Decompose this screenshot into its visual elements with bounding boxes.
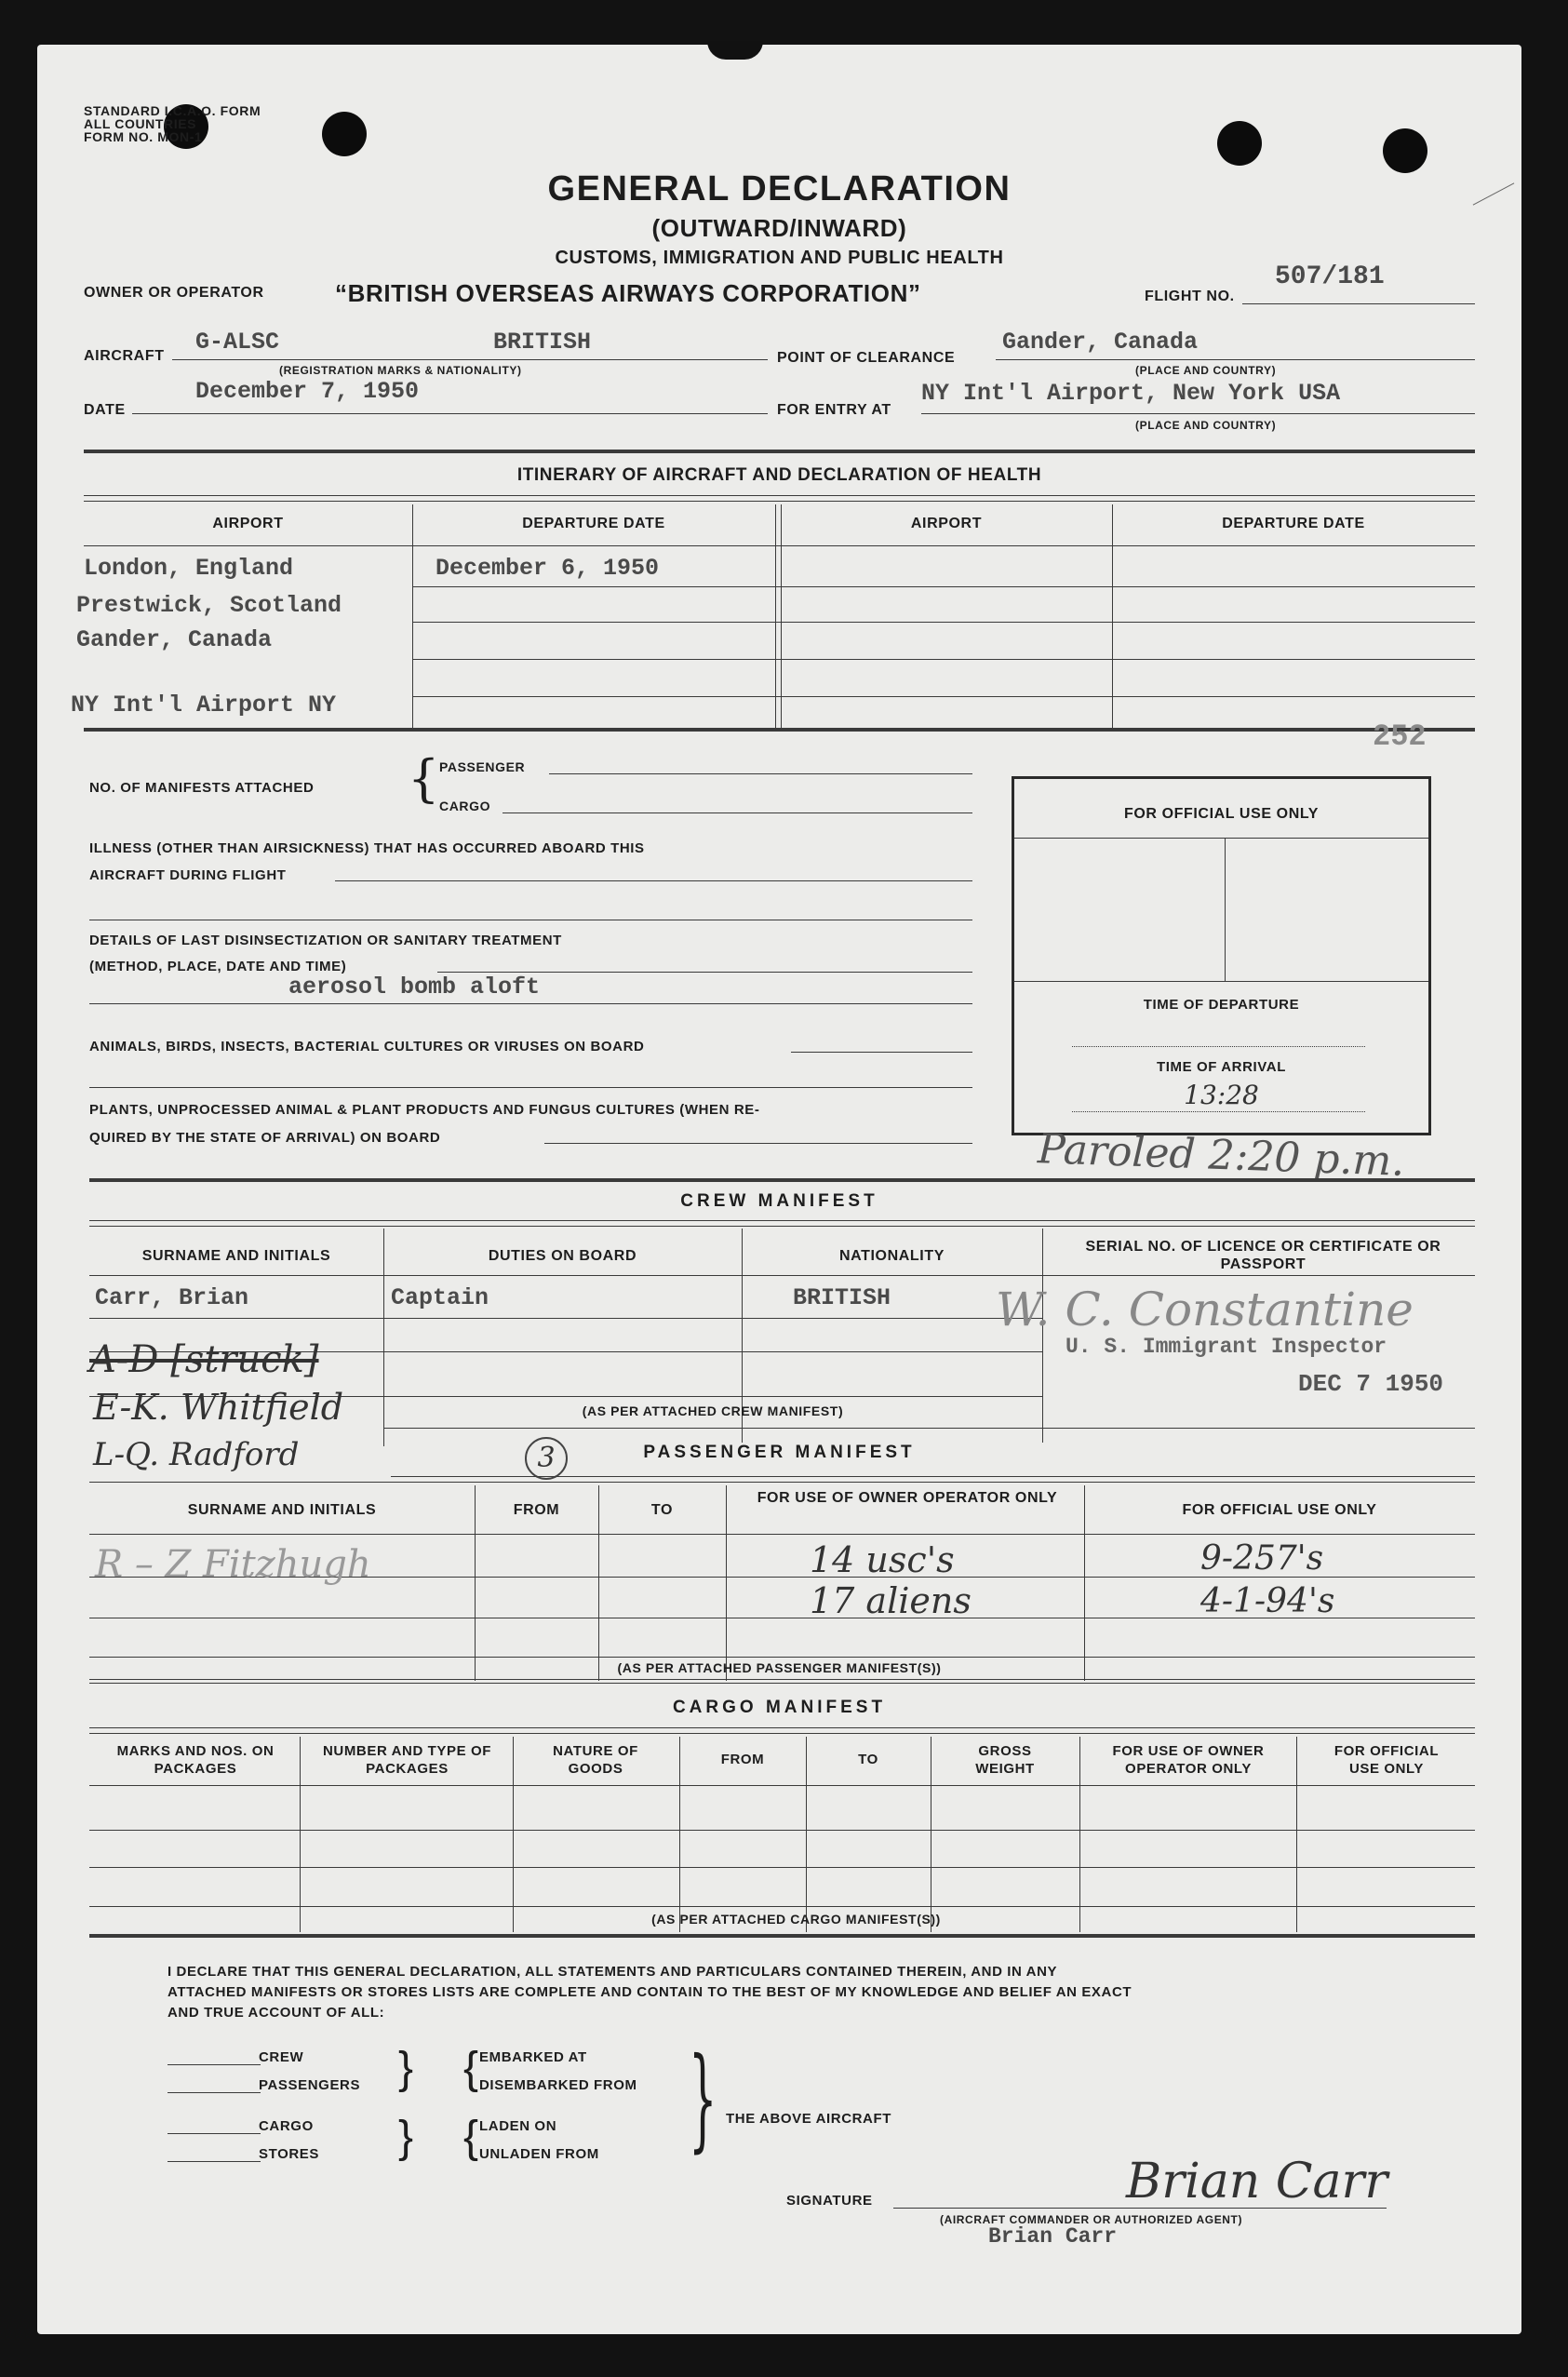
clearance-line bbox=[996, 359, 1475, 360]
itinerary-rule-2 bbox=[84, 495, 1475, 496]
disinsect-line-b bbox=[89, 1003, 972, 1004]
signature-caption: (AIRCRAFT COMMANDER OR AUTHORIZED AGENT) bbox=[940, 2213, 1243, 2226]
form-subtitle: (OUTWARD/INWARD) bbox=[651, 214, 907, 242]
crew-hand-3: L-Q. Radford bbox=[93, 1436, 300, 1473]
aircraft-line bbox=[172, 359, 768, 360]
owner-value: “BRITISH OVERSEAS AIRWAYS CORPORATION” bbox=[335, 279, 921, 307]
pass-owner-2: 17 aliens bbox=[810, 1580, 972, 1621]
cargo-header-rule bbox=[89, 1785, 1475, 1786]
cargo-row-3 bbox=[89, 1906, 1475, 1907]
form-subtitle-2: CUSTOMS, IMMIGRATION AND PUBLIC HEALTH bbox=[555, 248, 1004, 268]
inspector-signature: W. C. Constantine bbox=[996, 1283, 1414, 1336]
itinerary-rule-3 bbox=[84, 501, 1475, 502]
crew-top-rule bbox=[89, 1178, 1475, 1182]
itin-row-4 bbox=[412, 696, 1475, 697]
declaration-line1: I DECLARE THAT THIS GENERAL DECLARATION, ALL STATEMENTS AND PARTICULARS CONTAINED THEREIN, AND IN ANY bbox=[168, 1964, 1058, 1980]
crew-hand-2: E-K. Whitfield bbox=[93, 1387, 344, 1428]
animals-line bbox=[791, 1052, 972, 1053]
cargo-title: CARGO MANIFEST bbox=[672, 1698, 887, 1717]
disinsect-value: aerosol bomb aloft bbox=[288, 974, 541, 1000]
form-title: GENERAL DECLARATION bbox=[547, 169, 1012, 208]
official-arrival-line bbox=[1072, 1111, 1365, 1112]
declaration-line2: ATTACHED MANIFESTS OR STORES LISTS ARE COMPLETE AND CONTAIN TO THE BEST OF MY KNOWLEDGE AND BELIEF AN EXACT bbox=[168, 1984, 1132, 2000]
disinsect-line1: DETAILS OF LAST DISINSECTIZATION OR SANITARY TREATMENT bbox=[89, 933, 562, 948]
owner-label: OWNER OR OPERATOR bbox=[84, 285, 264, 301]
official-departure-label: TIME OF DEPARTURE bbox=[1143, 997, 1300, 1013]
itin-row-3 bbox=[412, 659, 1475, 660]
crew-row-4 bbox=[383, 1428, 1475, 1429]
official-box-divider bbox=[1225, 838, 1226, 981]
cargo-header-official: FOR OFFICIAL USE ONLY bbox=[1333, 1743, 1440, 1777]
top-ink-blot bbox=[707, 41, 763, 60]
cargo-header-to: TO bbox=[858, 1752, 878, 1767]
crew-nationality: BRITISH bbox=[793, 1284, 891, 1311]
plants-line bbox=[544, 1143, 972, 1144]
itin-header-date-1: DEPARTURE DATE bbox=[522, 516, 665, 531]
decl-big-brace: } bbox=[689, 2035, 717, 2164]
cargo-header-owner: FOR USE OF OWNER OPERATOR ONLY bbox=[1112, 1743, 1265, 1777]
cargo-manifest-line bbox=[503, 812, 972, 813]
signature-hand: Brian Carr bbox=[1126, 2154, 1388, 2209]
crew-header-rule bbox=[89, 1275, 1475, 1276]
aircraft-caption: (REGISTRATION MARKS & NATIONALITY) bbox=[279, 364, 522, 377]
flight-line bbox=[1242, 303, 1475, 304]
decl-stores-line bbox=[168, 2161, 261, 2162]
declaration-line3: AND TRUE ACCOUNT OF ALL: bbox=[168, 2005, 385, 2021]
animals-label: ANIMALS, BIRDS, INSECTS, BACTERIAL CULTURES OR VIRUSES ON BOARD bbox=[89, 1039, 645, 1054]
cargo-header-nature: NATURE OF GOODS bbox=[553, 1743, 638, 1777]
itin-header-rule bbox=[84, 545, 1475, 546]
decl-crew-line bbox=[168, 2064, 261, 2065]
decl-embarked: EMBARKED AT bbox=[479, 2049, 587, 2065]
cargo-header-number: NUMBER AND TYPE OF PACKAGES bbox=[322, 1743, 492, 1777]
passenger-rule-1 bbox=[391, 1476, 1475, 1477]
itin-airport-1: London, England bbox=[84, 555, 294, 582]
passenger-title: PASSENGER MANIFEST bbox=[643, 1443, 916, 1462]
cargo-header-from: FROM bbox=[720, 1752, 765, 1767]
manifests-label: NO. OF MANIFESTS ATTACHED bbox=[89, 780, 315, 796]
cargo-col-1 bbox=[300, 1737, 301, 1932]
aircraft-nationality: BRITISH bbox=[493, 329, 592, 356]
cargo-row-2 bbox=[89, 1867, 1475, 1868]
cargo-manifest-label: CARGO bbox=[439, 799, 491, 813]
signature-typed: Brian Carr bbox=[988, 2224, 1118, 2249]
punch-hole-right bbox=[1217, 121, 1262, 166]
illness-line2: AIRCRAFT DURING FLIGHT bbox=[89, 867, 287, 883]
flight-value: 507/181 bbox=[1275, 262, 1385, 291]
itin-row-1 bbox=[412, 586, 1475, 587]
form-sheet bbox=[37, 45, 1521, 2334]
signature-label: SIGNATURE bbox=[786, 2193, 873, 2209]
entry-value: NY Int'l Airport, New York USA bbox=[921, 380, 1341, 407]
crew-header-serial: SERIAL NO. OF LICENCE OR CERTIFICATE OR PASSPORT bbox=[1085, 1239, 1441, 1272]
decl-cargo: CARGO bbox=[259, 2118, 314, 2134]
pass-row-3 bbox=[89, 1657, 1475, 1658]
stamp-number: 252 bbox=[1373, 719, 1427, 754]
itin-header-date-2: DEPARTURE DATE bbox=[1222, 516, 1365, 531]
crew-header-nationality: NATIONALITY bbox=[839, 1248, 945, 1264]
crew-header-surname: SURNAME AND INITIALS bbox=[141, 1248, 331, 1264]
illness-line1: ILLNESS (OTHER THAN AIRSICKNESS) THAT HAS OCCURRED ABOARD THIS bbox=[89, 840, 645, 856]
clearance-value: Gander, Canada bbox=[1002, 329, 1199, 356]
cargo-bottom-rule bbox=[89, 1934, 1475, 1938]
passenger-manifest-line bbox=[549, 773, 972, 774]
crew-header-duties: DUTIES ON BOARD bbox=[488, 1248, 637, 1264]
itin-airport-2: Prestwick, Scotland bbox=[76, 592, 342, 619]
cargo-rule-3 bbox=[89, 1733, 1475, 1734]
date-label: DATE bbox=[84, 402, 126, 418]
crew-stamp-date: DEC 7 1950 bbox=[1298, 1370, 1444, 1398]
cargo-header-marks: MARKS AND NOS. ON PACKAGES bbox=[116, 1743, 275, 1777]
crew-rule-3 bbox=[89, 1226, 1475, 1227]
clearance-label: POINT OF CLEARANCE bbox=[777, 350, 956, 366]
itinerary-bottom-rule bbox=[84, 728, 1475, 732]
pass-row-4 bbox=[89, 1679, 1475, 1680]
decl-passengers: PASSENGERS bbox=[259, 2077, 361, 2093]
decl-disembarked: DISEMBARKED FROM bbox=[479, 2077, 637, 2093]
passenger-circle-mark: 3 bbox=[525, 1437, 568, 1480]
crew-note: (AS PER ATTACHED CREW MANIFEST) bbox=[582, 1403, 844, 1418]
date-value: December 7, 1950 bbox=[195, 378, 420, 405]
itin-departure-date: December 6, 1950 bbox=[436, 555, 660, 582]
itin-row-2 bbox=[412, 622, 1475, 623]
official-box-title: FOR OFFICIAL USE ONLY bbox=[1123, 806, 1320, 822]
clearance-caption: (PLACE AND COUNTRY) bbox=[1135, 364, 1277, 377]
punch-hole-left-2 bbox=[322, 112, 367, 156]
disinsect-line bbox=[437, 972, 972, 973]
pass-header-surname: SURNAME AND INITIALS bbox=[187, 1502, 377, 1518]
official-box-rule-2 bbox=[1014, 981, 1428, 982]
form-id-line1: STANDARD I.C.A.O. FORM bbox=[84, 103, 261, 118]
decl-brace-4: { bbox=[463, 2113, 479, 2162]
plants-line1: PLANTS, UNPROCESSED ANIMAL & PLANT PRODUCTS AND FUNGUS CULTURES (WHEN RE- bbox=[89, 1102, 760, 1118]
decl-pass-line bbox=[168, 2092, 261, 2093]
passenger-note: (AS PER ATTACHED PASSENGER MANIFEST(S)) bbox=[617, 1660, 942, 1675]
aircraft-registration: G-ALSC bbox=[195, 329, 280, 356]
itin-airport-4: NY Int'l Airport NY bbox=[71, 692, 337, 718]
itinerary-title: ITINERARY OF AIRCRAFT AND DECLARATION OF HEALTH bbox=[516, 465, 1042, 485]
official-box-rule-1 bbox=[1014, 838, 1428, 839]
crew-row-1 bbox=[89, 1318, 1042, 1319]
decl-brace-3: } bbox=[398, 2113, 414, 2162]
decl-laden: LADEN ON bbox=[479, 2118, 557, 2134]
cargo-col-6 bbox=[1079, 1737, 1080, 1932]
crew-title: CREW MANIFEST bbox=[680, 1191, 878, 1211]
punch-hole-right-2 bbox=[1383, 128, 1427, 173]
pass-header-official: FOR OFFICIAL USE ONLY bbox=[1182, 1502, 1377, 1518]
form-id-line3: FORM NO. MON-1 bbox=[84, 129, 203, 144]
illness-line-a bbox=[335, 880, 972, 881]
pass-header-owner: FOR USE OF OWNER OPERATOR ONLY bbox=[757, 1490, 1058, 1506]
cargo-col-2 bbox=[513, 1737, 514, 1932]
pass-hand-row: R – Z Fitzhugh bbox=[95, 1543, 371, 1586]
flight-label: FLIGHT NO. bbox=[1145, 289, 1235, 304]
cargo-note: (AS PER ATTACHED CARGO MANIFEST(S)) bbox=[651, 1912, 941, 1927]
entry-line bbox=[921, 413, 1475, 414]
crew-rule-2 bbox=[89, 1220, 1475, 1221]
itin-header-airport-1: AIRPORT bbox=[212, 516, 284, 531]
animals-line-b bbox=[89, 1087, 972, 1088]
pass-header-from: FROM bbox=[513, 1502, 560, 1518]
cargo-rule-2 bbox=[89, 1727, 1475, 1728]
disinsect-line2: (METHOD, PLACE, DATE AND TIME) bbox=[89, 959, 347, 974]
pass-col-3 bbox=[726, 1485, 727, 1681]
cargo-top-rule bbox=[89, 1683, 1475, 1684]
pass-official-1: 9-257's bbox=[1200, 1539, 1324, 1578]
date-line bbox=[132, 413, 768, 414]
pass-header-to: TO bbox=[650, 1502, 674, 1518]
plants-line2: QUIRED BY THE STATE OF ARRIVAL) ON BOARD bbox=[89, 1130, 441, 1146]
passenger-manifest-label: PASSENGER bbox=[439, 759, 526, 774]
entry-caption: (PLACE AND COUNTRY) bbox=[1135, 419, 1277, 432]
decl-brace-1: } bbox=[398, 2044, 414, 2093]
decl-cargo-line bbox=[168, 2133, 261, 2134]
decl-stores: STORES bbox=[259, 2146, 320, 2162]
crew-hand-1: A-D [struck] bbox=[89, 1338, 319, 1381]
entry-label: FOR ENTRY AT bbox=[777, 402, 891, 418]
itin-airport-3: Gander, Canada bbox=[76, 626, 273, 653]
pass-official-2: 4-1-94's bbox=[1200, 1582, 1335, 1620]
passenger-rule-2 bbox=[89, 1482, 1475, 1483]
paroled-note: Paroled 2:20 p.m. bbox=[1037, 1125, 1406, 1186]
cargo-header-weight: GROSS WEIGHT bbox=[975, 1743, 1035, 1777]
crew-surname: Carr, Brian bbox=[95, 1284, 249, 1311]
official-arrival-value: 13:28 bbox=[1184, 1080, 1259, 1110]
decl-above-aircraft: THE ABOVE AIRCRAFT bbox=[726, 2111, 892, 2127]
decl-unladen: UNLADEN FROM bbox=[479, 2146, 599, 2162]
decl-crew: CREW bbox=[259, 2049, 304, 2065]
crew-duty: Captain bbox=[391, 1284, 489, 1311]
cargo-col-7 bbox=[1296, 1737, 1297, 1932]
decl-brace-2: { bbox=[463, 2044, 479, 2093]
pass-owner-1: 14 usc's bbox=[810, 1539, 955, 1580]
itin-header-airport-2: AIRPORT bbox=[910, 516, 983, 531]
inspector-title: U. S. Immigrant Inspector bbox=[1065, 1335, 1387, 1359]
official-departure-line bbox=[1072, 1046, 1365, 1047]
pass-header-rule bbox=[89, 1534, 1475, 1535]
aircraft-label: AIRCRAFT bbox=[84, 348, 165, 364]
form-id-line2: ALL COUNTRIES bbox=[84, 116, 197, 131]
manifests-brace: { bbox=[408, 749, 440, 808]
form-id bbox=[84, 104, 261, 143]
cargo-row-1 bbox=[89, 1830, 1475, 1831]
official-arrival-label: TIME OF ARRIVAL bbox=[1157, 1059, 1286, 1075]
itinerary-top-rule bbox=[84, 450, 1475, 453]
